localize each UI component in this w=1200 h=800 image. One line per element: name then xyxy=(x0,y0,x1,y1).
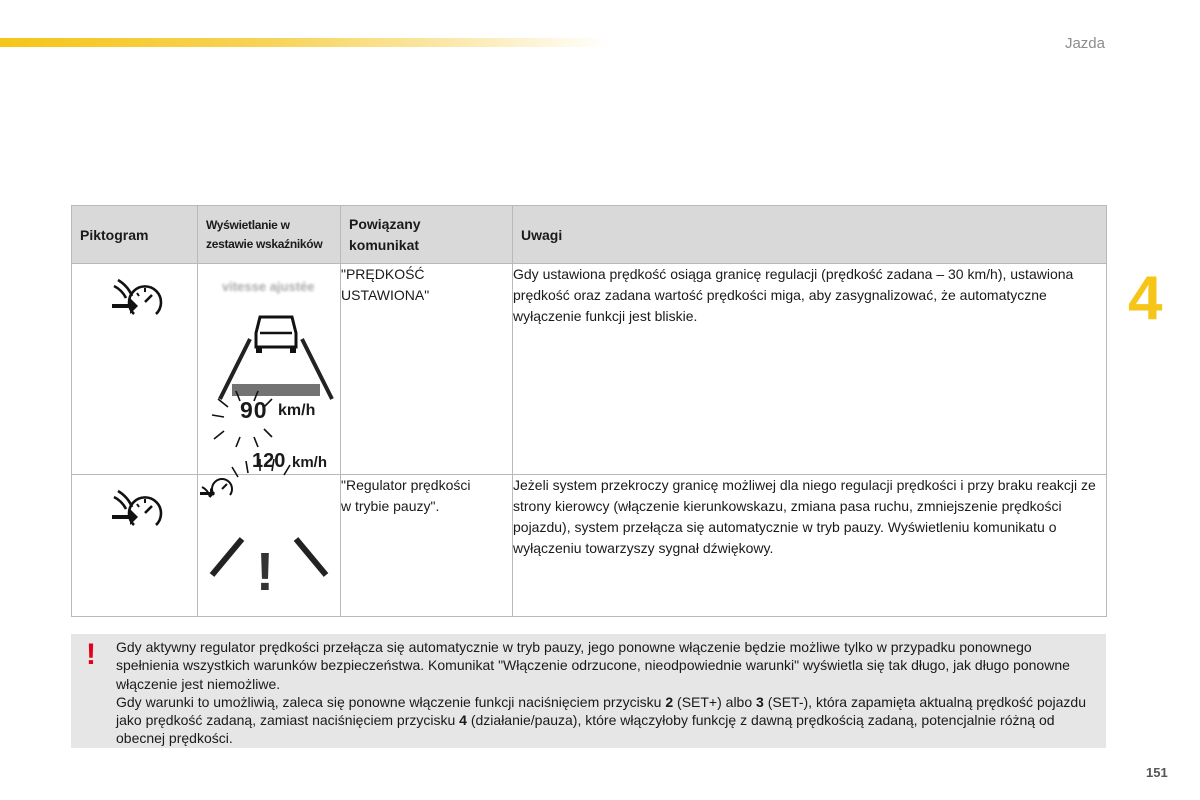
header-message-line2: komunikat xyxy=(349,236,420,253)
header-accent-bar xyxy=(0,38,610,47)
cruise-control-messages-table xyxy=(71,205,1107,617)
button-number: 2 xyxy=(665,693,674,710)
warning-text-span: Gdy warunki to umożliwią, zaleca się ponowne włączenie funkcji naciśnięciem przycisku xyxy=(116,693,666,710)
instrument-display-cell xyxy=(198,264,341,475)
warning-text-span: (SET+) albo xyxy=(673,693,757,710)
warning-text-span: (SET-), która zapamięta aktualną prędkość pojazdu jako prędkość zadaną, zamiast naciśnięciem przycisku xyxy=(116,693,1086,729)
message-line1: "PRĘDKOŚĆ xyxy=(341,266,425,282)
cruise-control-speedometer-icon xyxy=(108,278,164,320)
message-cell xyxy=(341,475,513,617)
notes-cell: Jeżeli system przekroczy granicę możliwej dla niego regulacji prędkości i przy braku reakcji ze strony kierowcy (włączenie kierunkowskazu, zmiana pasa ruchu, zmniejszenie prędkości pojazdu), system przełącza się automatycznie w tryb pauzy. Wyświetleniu komunikatu o wyłączeniu towarzyszy sygnał dźwiękowy. xyxy=(513,475,1107,617)
page-number: 151 xyxy=(1146,765,1168,780)
warning-paragraph xyxy=(116,693,1091,748)
blurred-display-text: vitesse ajustée xyxy=(222,279,315,294)
table-header-row xyxy=(72,206,1107,264)
warning-note-text xyxy=(116,638,1091,748)
warning-paragraph: Gdy aktywny regulator prędkości przełącza się automatycznie w tryb pauzy, jego ponowne włączenie będzie możliwe tylko w przypadku ponownego spełnienia wszystkich warunków bezpieczeństwa. Komunikat "Włączenie odrzucone, nieodpowiednie warunki" wyświetla się tak długo, jak długo ponowne włączenie jest niemożliwe. xyxy=(116,639,1070,692)
button-number: 4 xyxy=(459,712,467,729)
set-speed-unit: km/h xyxy=(292,454,328,471)
section-title: Jazda xyxy=(1064,35,1105,52)
set-speed-value: 120 xyxy=(252,450,286,472)
current-speed-unit: km/h xyxy=(278,402,316,419)
message-line1: "Regulator prędkości xyxy=(341,477,471,493)
cruise-control-speedometer-icon xyxy=(108,489,164,531)
button-number: 3 xyxy=(756,693,764,710)
header-message-line1: Powiązany xyxy=(349,215,421,232)
warning-exclamation-icon: ! xyxy=(86,638,96,671)
header-message xyxy=(341,206,513,264)
instrument-display-cell xyxy=(198,475,341,617)
message-line2: USTAWIONA" xyxy=(341,287,430,303)
warning-text-span: (działanie/pauza), które włączyłoby funkcję z dawną prędkością zadaną, potencjalnie różną od obecnej prędkości. xyxy=(116,712,1055,747)
header-display xyxy=(198,206,341,264)
message-line2: w trybie pauzy". xyxy=(341,498,440,514)
warning-symbol: ! xyxy=(256,542,274,602)
message-cell xyxy=(341,264,513,475)
chapter-number: 4 xyxy=(1128,264,1163,333)
header-display-line1: Wyświetlanie w xyxy=(206,217,290,232)
notes-cell: Gdy ustawiona prędkość osiąga granicę regulacji (prędkość zadana – 30 km/h), ustawiona prędkość oraz zadana wartość prędkości miga, aby zasygnalizować, że automatyczne wyłączenie funkcji jest bliskie. xyxy=(513,264,1107,475)
current-speed-value: 90 xyxy=(240,397,268,423)
table-row xyxy=(72,264,1107,475)
table-row xyxy=(72,475,1107,617)
header-display-line2: zestawie wskaźników xyxy=(206,236,323,251)
header-notes: Uwagi xyxy=(513,206,1107,264)
pictogram-cell xyxy=(72,264,198,475)
header-pictogram: Piktogram xyxy=(72,206,198,264)
pictogram-cell xyxy=(72,475,198,617)
